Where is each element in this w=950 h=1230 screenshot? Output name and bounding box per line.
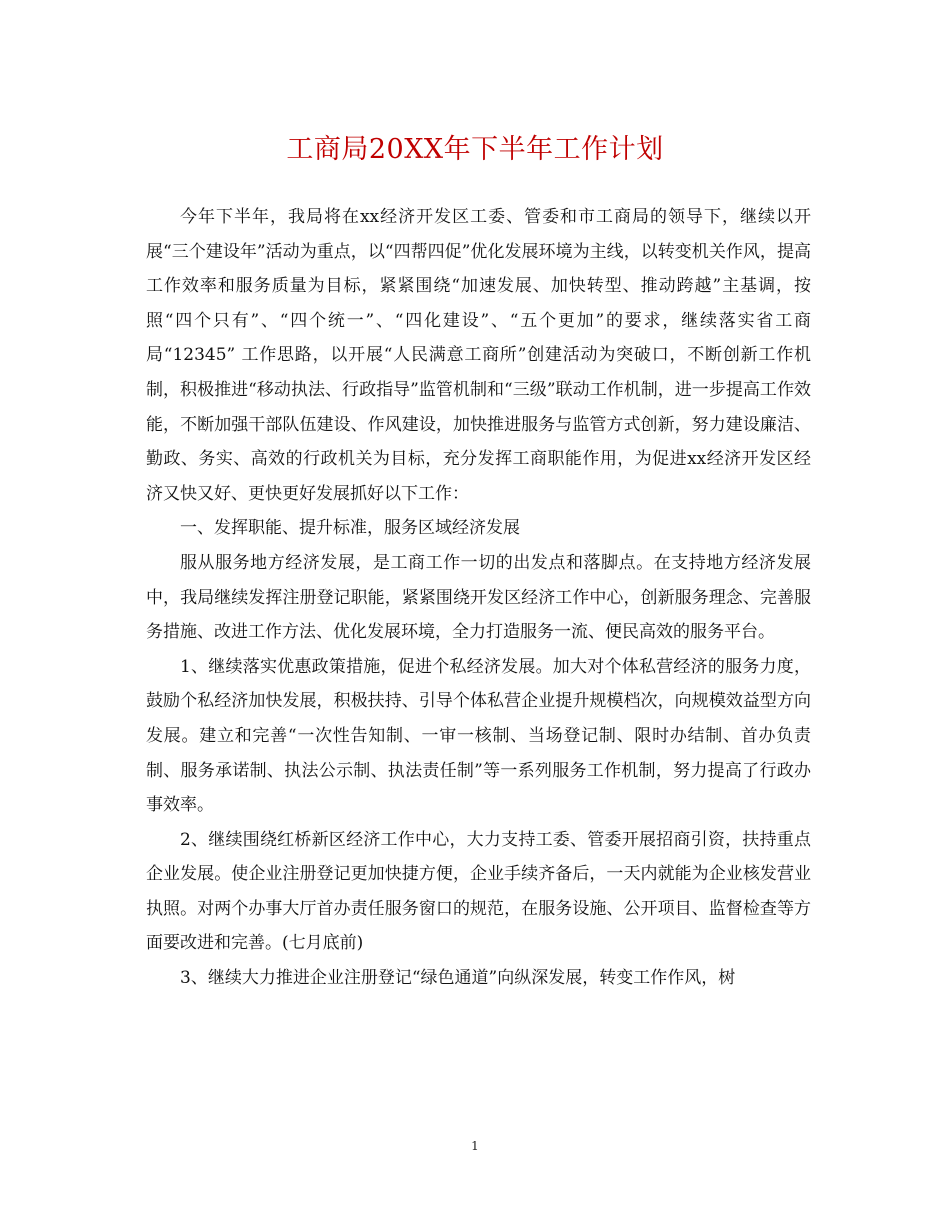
paragraph-item-1: 1、继续落实优惠政策措施，促进个私经济发展。加大对个体私营经济的服务力度，鼓励个私经济加快发展，积极扶持、引导个体私营企业提升规模档次，向规模效益型方向发展。建立和完善“一次性告知制、一审一核制、当场登记制、限时办结制、首办负责制、服务承诺制、执法公示制、执法责任制”等一系列服务工作机制，努力提高了行政办事效率。 [146,656,811,816]
paragraph-item-2: 2、继续围绕红桥新区经济工作中心，大力支持工委、管委开展招商引资，扶持重点企业发展。使企业注册登记更加快捷方便，企业手续齐备后，一天内就能为企业核发营业执照。对两个办事大厅首办责任服务窗口的规范，在服务设施、公开项目、监督检查等方面要改进和完善。(七月底前) [146,829,811,954]
document-body [146,200,811,996]
section-heading-1: 一、发挥职能、提升标准，服务区域经济发展 [180,518,520,539]
paragraph-section-1: 服从服务地方经济发展，是工商工作一切的出发点和落脚点。在支持地方经济发展中，我局继续发挥注册登记职能，紧紧围绕开发区经济工作中心，创新服务理念、完善服务措施、改进工作方法、优化发展环境，全力打造服务一流、便民高效的服务平台。 [146,552,811,643]
document-title: 工商局20XX年下半年工作计划 [286,134,664,165]
paragraph-item-3: 3、继续大力推进企业注册登记“绿色通道”向纵深发展，转变工作作风，树 [180,968,736,989]
paragraph-intro: 今年下半年，我局将在xx经济开发区工委、管委和市工商局的领导下，继续以开展“三个建设年”活动为重点，以“四帮四促”优化发展环境为主线，以转变机关作风，提高工作效率和服务质量为目标，紧紧围绕“加速发展、加快转型、推动跨越”主基调，按照“四个只有”、“四个统一”、“四化建设”、“五个更加”的要求，继续落实省工商局“12345” 工作思路，以开展“人民满意工商所”创建活动为突破口，不断创新工作机制，积极推进“移动执法、行政指导”监管机制和“三级”联动工作机制，进一步提高工作效能，不断加强干部队伍建设、作风建设，加快推进服务与监管方式创新，努力建设廉洁、勤政、务实、高效的行政机关为目标，充分发挥工商职能作用，为促进xx经济开发区经济又快又好、更快更好发展抓好以下工作： [146,207,811,504]
page-number: 1 [471,1139,479,1153]
